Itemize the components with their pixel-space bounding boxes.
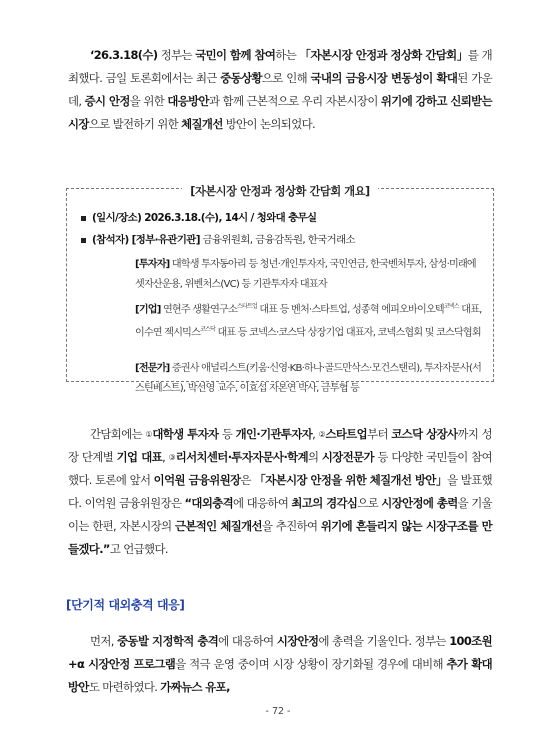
text-run: 를 개최했다. 금일 토론회에서는 최근 (68, 48, 492, 85)
text-run: 간담회에는 (90, 427, 146, 441)
text-run: 은 (240, 473, 255, 487)
text-run: 대표 등 벤처·스타트업, 성종혁 에피오바이오텍 (256, 304, 444, 316)
investors-label: [투자자] (135, 259, 170, 270)
text-run-bold: “대외충격 (184, 496, 234, 510)
text-run-bold: 위기에 흔들리지 않는 시장구조 (320, 519, 468, 533)
text-run: 대표 등 코넥스·코스닥 상장기업 대표자, 코넥스협회 및 코스닥협회 (215, 327, 481, 339)
text-run-bold: 코스닥 상장사 (391, 427, 458, 441)
circled-number: ① (145, 430, 153, 439)
text-run: 과 함께 근본적으로 우리 자본시장이 (208, 94, 381, 108)
text-run: 으로 발전하기 위한 (88, 117, 182, 131)
text-run-bold: 시장전문가 (321, 450, 374, 464)
text-run: 을 적극 운영 중이며 시장 상황이 장기화될 경우에 대비해 (175, 657, 447, 671)
meeting-summary-paragraph (68, 423, 492, 561)
text-run-bold: 증시 안정 (84, 94, 130, 108)
date-place-text: (일시/장소) 2026.3.18.(수), 14시 / 청와대 충무실 (92, 212, 317, 224)
text-run: 방안이 논의되었다. (222, 117, 316, 131)
text-run-bold: 최고의 경각심 (291, 496, 358, 510)
text-run: 으로 인해 (261, 71, 311, 85)
text-run: 의 (307, 450, 322, 464)
text-run: 을 기울이는 한편, 자본시장의 (68, 496, 493, 533)
text-run-bold: 가짜뉴스 유포, (160, 680, 230, 694)
section-heading: [단기적 대외충격 대응] (66, 598, 185, 612)
meeting-overview-box (66, 185, 494, 394)
text-run: 에 대응하여 (233, 496, 292, 510)
text-run-bold: 개인·기관투자자 (235, 427, 313, 441)
text-run-bold: 대학생 투자자 (152, 427, 219, 441)
page-number: - 72 - (265, 706, 291, 717)
response-paragraph (68, 630, 492, 699)
attendees-label: (참석자) [정부·유관기관] (92, 234, 200, 246)
text-run-bold: 시장안정 (276, 634, 319, 648)
text-run-bold: 중동발 지정학적 충격 (117, 634, 219, 648)
text-run: 하는 (275, 48, 300, 62)
text-run: 에 총력을 기울인다. 정부는 (318, 634, 450, 648)
investors-text: 대학생 투자동아리 등 청년·개인투자자, 국민연금, 한국벤처투자, 삼성·미래에셋자산운용, 위벤처스(VC) 등 기관투자자 대표자 (135, 259, 476, 290)
bullet-attendees (81, 231, 355, 246)
box-title (67, 180, 493, 199)
text-run-bold: 100조원+α 시장안정 프로그램 (68, 634, 492, 671)
text-run: 고 언급했다. (109, 542, 168, 556)
text-run: 을 위한 (129, 94, 168, 108)
text-run: 에 대응하여 (218, 634, 277, 648)
text-run-bold: 체질개선 (181, 117, 223, 131)
text-run: 연현주 생활연구소 (160, 304, 237, 316)
superscript: 스타트업 (236, 303, 257, 310)
text-run: 까지 성장 단계별 (68, 427, 492, 464)
text-run-bold: 스타트업 (325, 427, 368, 441)
attendees-experts (135, 359, 483, 399)
text-run-bold: 「자본시장 안정을 위한 체질개선 방안」 (254, 473, 448, 487)
text-run: 을 발표했다. 이억원 금융위원장은 (68, 473, 492, 510)
box-title-text: [자본시장 안정과 정상화 간담회 개요] (182, 185, 378, 198)
text-run-bold: 추가 확대 방안 (68, 657, 492, 694)
text-run: 을 추진하여 (261, 519, 321, 533)
text-run: 으로 (357, 496, 382, 510)
experts-label: [전문가] (135, 363, 170, 374)
text-run: , (312, 427, 319, 441)
text-run: , (162, 450, 169, 464)
experts-text: 증권사 애널리스트(키움·신영·KB·하나·골드만삭스·모건스탠리), 투자자문사(서스틴베스트), 박선영 교수, 이효섭 자본연 박사, 금투협 등 (135, 363, 482, 394)
text-run: 대표, 이수연 젝시믹스 (135, 304, 482, 339)
text-run-bold: 위기에 강하고 신뢰받는 시장 (68, 94, 492, 131)
text-run-bold: 를 만들겠다.” (68, 519, 493, 556)
attendees-investors (135, 255, 483, 295)
text-run-bold: 중동상황 (220, 71, 262, 85)
text-run-bold: 대응방안 (167, 94, 209, 108)
text-run-bold: 시장안정에 총력 (381, 496, 458, 510)
text-run-bold: 이억원 금융위원장 (153, 473, 241, 487)
meeting-name: 「자본시장 안정과 정상화 간담회」 (299, 48, 468, 62)
text-run: 된 가운데, (68, 71, 493, 108)
meeting-date: ‘26.3.18(수) (90, 48, 158, 62)
attendees-companies (135, 297, 483, 344)
text-run: 등 다양한 국민들이 참여했다. 토론에 앞서 (68, 450, 492, 487)
text-run-bold: 근본적인 체질개선 (174, 519, 262, 533)
text-run-bold: 리서치센터·투자자문사·학계 (175, 450, 308, 464)
text-run-bold: 기업 대표 (116, 450, 163, 464)
attendees-gov: 금융위원회, 금융감독원, 한국거래소 (199, 234, 355, 246)
text-run: 등 (218, 427, 236, 441)
intro-paragraph (68, 44, 492, 136)
bullet-date-place (81, 209, 316, 224)
text-run-bold: 국민이 함께 참여 (195, 48, 276, 62)
square-bullet-icon (81, 238, 86, 243)
companies-label: [기업] (135, 304, 161, 316)
square-bullet-icon (81, 216, 86, 221)
text-run: 부터 (367, 427, 392, 441)
circled-number: ② (318, 430, 326, 439)
text-run: 정부는 (157, 48, 196, 62)
text-run: 도 마련하였다. (88, 680, 161, 694)
text-run: 먼저, (90, 634, 118, 648)
text-run-bold: 국내의 금융시장 변동성이 확대 (310, 71, 458, 85)
superscript: 코넥스 (443, 303, 459, 310)
circled-number: ③ (168, 453, 176, 462)
superscript: 코스닥 (200, 326, 216, 334)
